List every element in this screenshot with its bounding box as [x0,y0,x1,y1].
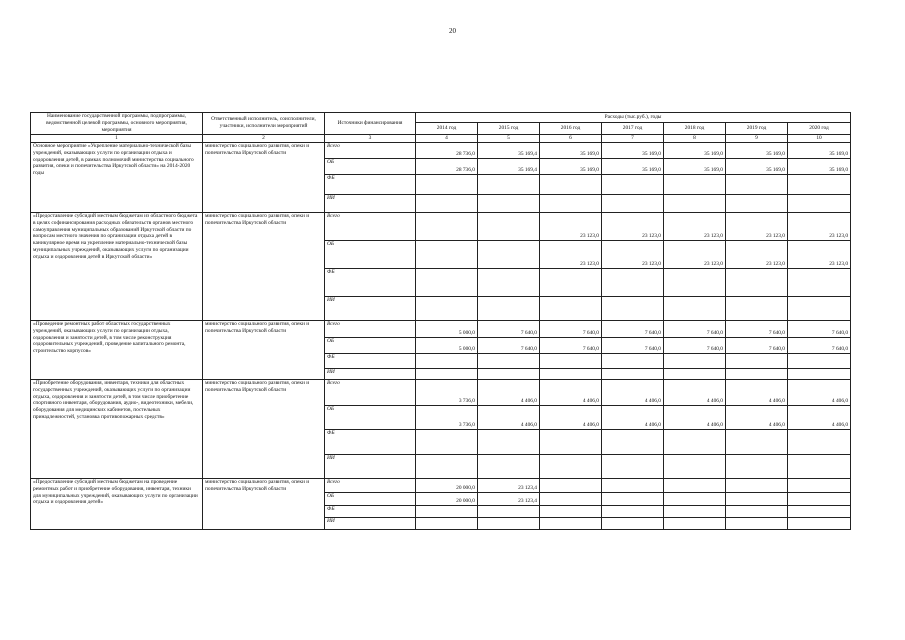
funding-source-label: ОБ [325,492,416,505]
expense-value: 7 640,0 [540,337,602,353]
expense-value [540,353,602,368]
expense-value [478,296,540,320]
expense-value [478,517,540,529]
measure-executor: министерство социального развития, опеки и попечительства Иркутской области [203,142,325,212]
expense-value: 23 123,0 [540,212,602,240]
expense-value: 5 000,0 [416,337,478,353]
funding-source-label: ФБ [325,505,416,517]
table-row [31,379,851,405]
expense-value [602,353,664,368]
expense-value: 4 406,0 [478,405,540,429]
expense-value [726,194,788,212]
expense-value: 4 406,0 [602,405,664,429]
expense-value: 23 123,0 [602,212,664,240]
expense-value [726,296,788,320]
expense-value: 4 406,0 [788,379,851,405]
expense-value: 7 640,0 [540,320,602,337]
measure-executor: министерство социального развития, опеки и попечительства Иркутской области [203,379,325,478]
table-row [31,142,851,158]
table-row [31,320,851,337]
column-index: 10 [788,134,851,142]
expense-value: 4 406,0 [540,379,602,405]
expense-value [540,268,602,296]
expense-value [602,194,664,212]
header-year: 2014 год [416,122,478,134]
expense-value: 35 169,0 [726,142,788,158]
expense-value: 23 123,4 [478,478,540,492]
expense-value [788,478,851,492]
header-year: 2018 год [664,122,726,134]
funding-source-label: ИИ [325,454,416,478]
column-index: 1 [31,134,203,142]
expense-value: 23 123,0 [602,240,664,268]
expense-value: 7 640,0 [726,337,788,353]
funding-source-label: ИИ [325,368,416,379]
column-index: 5 [478,134,540,142]
expense-value [540,368,602,379]
funding-source-label: Всего [325,320,416,337]
funding-source-label: ОБ [325,405,416,429]
expense-value [416,296,478,320]
expense-value: 23 123,0 [788,212,851,240]
expense-value [664,174,726,194]
expense-value: 4 406,0 [664,379,726,405]
header-year: 2016 год [540,122,602,134]
column-index: 2 [203,134,325,142]
header-program: Наименование государственной программы, подпрограммы, ведомственной целевой программы, основного мероприятия, мероприятия [31,113,203,135]
measure-name: «Предоставление субсидий местным бюджетам из областного бюджета в целях софинансирования расходных обязательств органов местного самоуправления муниципальных образований Иркутской области по вопросам местного значения по организации отдыха детей в каникулярное время на укрепление материально-технической базы муниципальных учреждений, оказывающих услуги по организации отдыха и оздоровления детей в Иркутской области» [31,212,203,320]
expense-value [726,353,788,368]
expense-value: 5 000,0 [416,320,478,337]
expense-value [788,429,851,454]
expense-value [540,296,602,320]
expense-value [602,492,664,505]
column-index-row [31,134,851,142]
table-body [31,142,851,529]
column-index: 3 [325,134,416,142]
expense-value: 23 123,0 [788,240,851,268]
column-index: 9 [726,134,788,142]
expense-value: 35 169,0 [540,158,602,174]
expense-value: 23 123,0 [726,240,788,268]
expense-value [664,296,726,320]
expense-value [788,296,851,320]
expense-value [416,212,478,240]
expense-value [602,517,664,529]
expenses-table [30,112,851,530]
expense-value [664,353,726,368]
expense-value: 23 123,0 [540,240,602,268]
header-year: 2019 год [726,122,788,134]
expense-value [602,505,664,517]
expense-value: 35 169,0 [602,158,664,174]
funding-source-label: ФБ [325,174,416,194]
expense-value [788,492,851,505]
expense-value [788,517,851,529]
header-expenses: Расходы (тыс.руб.), годы [416,113,851,123]
expense-value: 35 169,0 [540,142,602,158]
expense-value: 7 640,0 [664,320,726,337]
expense-value: 23 123,0 [664,212,726,240]
expense-value: 4 406,0 [726,405,788,429]
expense-value [664,454,726,478]
expense-value [726,268,788,296]
header-source: Источники финансирования [325,113,416,135]
expense-value [478,174,540,194]
expense-value: 4 406,0 [788,405,851,429]
expense-value [788,454,851,478]
column-index: 8 [664,134,726,142]
header-year: 2017 год [602,122,664,134]
expense-value [664,194,726,212]
expense-value [478,353,540,368]
expense-value [540,478,602,492]
expense-value [664,268,726,296]
expense-value: 35 169,0 [664,142,726,158]
page-number: 20 [449,27,456,35]
funding-source-label: ФБ [325,268,416,296]
expense-value: 7 640,0 [478,320,540,337]
measure-executor: министерство социального развития, опеки и попечительства Иркутской области [203,320,325,379]
funding-source-label: ИИ [325,517,416,529]
expense-value: 20 000,0 [416,478,478,492]
header-executor: Ответственный исполнитель, соисполнители, участники, исполнители мероприятий [203,113,325,135]
expense-value: 28 736,0 [416,142,478,158]
expense-value [602,268,664,296]
expense-value [540,492,602,505]
expense-value [540,505,602,517]
expense-value: 23 123,4 [478,492,540,505]
expense-value: 4 406,0 [602,379,664,405]
funding-source-label: ФБ [325,353,416,368]
expense-value: 35 169,4 [478,158,540,174]
expense-value [416,174,478,194]
funding-source-label: ИИ [325,194,416,212]
expense-value: 7 640,0 [726,320,788,337]
expense-value [416,454,478,478]
expense-value: 35 169,4 [478,142,540,158]
measure-name: Основное мероприятие «Укрепление материально-технической базы учреждений, оказывающих услуги по организации отдыха и оздоровления детей, в рамках полномочий министерства социального развития, опеки и попечительства Иркутской области» на 2014-2020 годы [31,142,203,212]
funding-source-label: ОБ [325,337,416,353]
expense-value [664,478,726,492]
column-index: 4 [416,134,478,142]
expense-value [478,505,540,517]
table-row [31,478,851,492]
expense-value [540,194,602,212]
expense-value [478,240,540,268]
expense-value: 7 640,0 [788,320,851,337]
expense-value [788,353,851,368]
funding-source-label: ОБ [325,158,416,174]
expense-value: 4 406,0 [726,379,788,405]
expense-value [602,454,664,478]
expense-value [416,353,478,368]
expense-value [788,505,851,517]
expense-value [726,517,788,529]
expense-value: 7 640,0 [788,337,851,353]
expense-value: 35 169,0 [788,142,851,158]
expense-value [664,492,726,505]
expense-value [540,174,602,194]
funding-source-label: Всего [325,212,416,240]
expense-value [416,505,478,517]
expense-value [540,429,602,454]
expense-value [602,429,664,454]
expense-value: 35 169,0 [726,158,788,174]
header-year: 2015 год [478,122,540,134]
expense-value [664,429,726,454]
expense-value [478,368,540,379]
measure-name: «Проведение ремонтных работ областных государственных учреждений, оказывающих услуги по организации отдыха, оздоровления и занятости детей, в том числе реконструкция оздоровительных учреждений, проведение капитального ремонта, строительство корпусов» [31,320,203,379]
expense-value: 4 406,0 [540,405,602,429]
expense-value: 23 123,0 [664,240,726,268]
expense-value [602,368,664,379]
header-year: 2020 год [788,122,851,134]
expense-value: 3 736,0 [416,405,478,429]
expense-value: 35 169,0 [664,158,726,174]
funding-source-label: ОБ [325,240,416,268]
expense-value [788,194,851,212]
expense-value [726,454,788,478]
expense-value [726,492,788,505]
column-index: 6 [540,134,602,142]
funding-source-label: Всего [325,142,416,158]
expense-value [788,368,851,379]
measure-executor: министерство социального развития, опеки и попечительства Иркутской области [203,212,325,320]
expense-value [540,454,602,478]
funding-source-label: ИИ [325,296,416,320]
expense-value [664,368,726,379]
expense-value [478,212,540,240]
expense-value [602,478,664,492]
expense-value [416,268,478,296]
measure-name: «Предоставление субсидий местным бюджетам на проведение ремонтных работ и приобретение оборудования, инвентаря, техники для муниципальных учреждений, оказывающих услуги по организации отдыха и оздоровления детей» [31,478,203,529]
expense-value [478,429,540,454]
measure-name: «Приобретение оборудования, инвентаря, техники для областных государственных учреждений, оказывающих услуги по организации отдыха, оздоровления и занятости детей, в том числе приобретение спортивного инвентаря, оборудования, аудио-, видеотехники, мебели, оборудования для медицинских кабинетов, постельных принадлежностей, установка противопожарных средств» [31,379,203,478]
expense-value [478,268,540,296]
expense-value [416,368,478,379]
column-index: 7 [602,134,664,142]
expense-value: 7 640,0 [602,337,664,353]
expense-value: 7 640,0 [602,320,664,337]
expense-value: 4 406,0 [664,405,726,429]
expense-value [478,454,540,478]
expense-value: 7 640,0 [478,337,540,353]
expense-value [726,505,788,517]
expense-value [726,368,788,379]
expense-value [540,517,602,529]
expense-value: 3 736,0 [416,379,478,405]
expense-value [726,478,788,492]
expense-value [416,194,478,212]
expense-value [416,429,478,454]
expense-value [416,240,478,268]
table-row [31,212,851,240]
expense-value: 35 169,0 [602,142,664,158]
expense-value: 23 123,0 [726,212,788,240]
expense-value: 7 640,0 [664,337,726,353]
expense-value: 35 169,0 [788,158,851,174]
expense-value: 20 000,0 [416,492,478,505]
expense-value [416,517,478,529]
expense-value [602,296,664,320]
expense-value [664,505,726,517]
funding-source-label: Всего [325,478,416,492]
expense-value [788,268,851,296]
expense-value [478,194,540,212]
expense-value [602,174,664,194]
expense-value [726,174,788,194]
expense-value [788,174,851,194]
expense-value [726,429,788,454]
header-row [31,113,851,123]
funding-source-label: Всего [325,379,416,405]
expense-value: 4 406,0 [478,379,540,405]
funding-source-label: ФБ [325,429,416,454]
expense-value: 28 736,0 [416,158,478,174]
measure-executor: министерство социального развития, опеки и попечительства Иркутской области [203,478,325,529]
expense-value [664,517,726,529]
